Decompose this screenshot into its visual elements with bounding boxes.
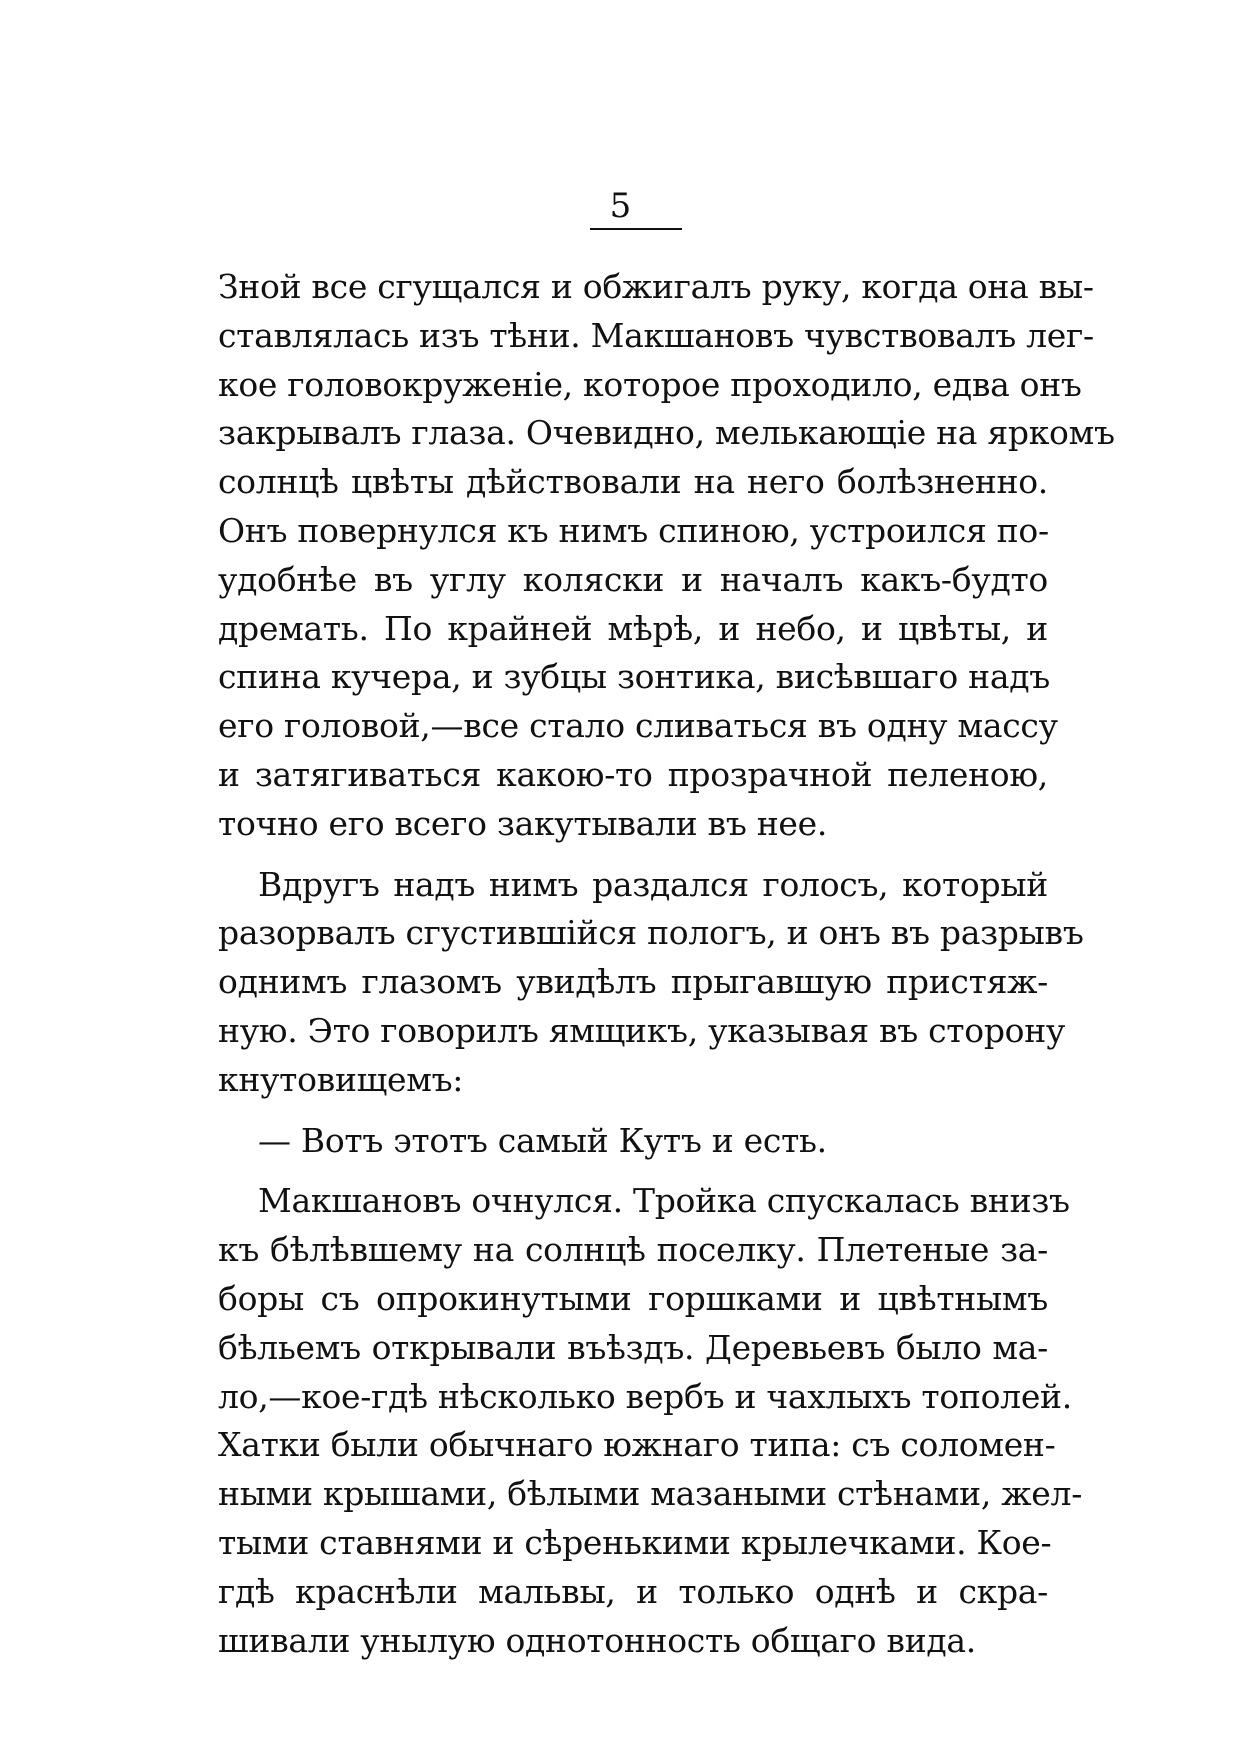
- page-number-rule: [590, 228, 682, 230]
- paragraph-gap: [218, 1165, 1048, 1177]
- text-line: Хатки были обычнаго южнаго типа: съ соломен-: [218, 1425, 1056, 1465]
- text-line: тыми ставнями и сѣренькими крылечками. Кое-: [218, 1522, 1052, 1562]
- text-line: разорвалъ сгустившійся пологъ, и онъ въ разрывъ: [218, 913, 1084, 953]
- text-line: солнцѣ цвѣты дѣйствовали на него болѣзненно.: [218, 462, 1048, 502]
- text-line: Зной все сгущался и обжигалъ руку, когда она вы-: [218, 267, 1094, 306]
- text-line: кое головокруженіе, которое проходило, едва онъ: [218, 364, 1082, 404]
- text-line: гдѣ краснѣли мальвы, и только однѣ и скра-: [218, 1571, 1048, 1611]
- text-line: ными крышами, бѣлыми мазаными стѣнами, жел-: [218, 1474, 1083, 1514]
- paragraph: [218, 861, 1084, 1105]
- text-line: его головой,—все стало сливаться въ одну массу: [218, 706, 1058, 746]
- text-line: ставлялась изъ тѣни. Макшановъ чувствовалъ лег-: [218, 315, 1094, 355]
- body-text: [218, 263, 1115, 1665]
- text-line: бѣльемъ открывали въѣздъ. Деревьевъ было ма-: [218, 1327, 1048, 1367]
- paragraph: [218, 1117, 1048, 1166]
- text-line: шивали унылую однотонность общаго вида.: [218, 1620, 976, 1660]
- text-line: кнутовищемъ:: [218, 1059, 464, 1099]
- text-line: дремать. По крайней мѣрѣ, и небо, и цвѣты, и: [218, 608, 1048, 648]
- text-line: ную. Это говорилъ ямщикъ, указывая въ сторону: [218, 1010, 1066, 1050]
- paragraph-gap: [218, 1105, 1048, 1117]
- text-line: однимъ глазомъ увидѣлъ прыгавшую пристяж-: [218, 962, 1048, 1002]
- text-line: спина кучера, и зубцы зонтика, висѣвшаго надъ: [218, 657, 1050, 697]
- text-line: точно его всего закутывали въ нее.: [218, 803, 828, 843]
- text-line: и затягиваться какою-то прозрачной пеленою,: [218, 754, 1048, 794]
- text-line: ло,—кое-гдѣ нѣсколько вербъ и чахлыхъ тополей.: [218, 1376, 1072, 1416]
- paragraph-gap: [218, 849, 1048, 861]
- page-number: 5: [609, 186, 632, 226]
- text-line: боры съ опрокинутыми горшками и цвѣтнымъ: [218, 1278, 1048, 1318]
- text-line: Онъ повернулся къ нимъ спиною, устроился по-: [218, 510, 1049, 550]
- paragraph: [218, 1177, 1083, 1665]
- text-line: Вдругъ надъ нимъ раздался голосъ, который: [258, 864, 1048, 904]
- text-line: закрывалъ глаза. Очевидно, мелькающіе на яркомъ: [218, 413, 1115, 453]
- text-line: Макшановъ очнулся. Тройка спускалась внизъ: [258, 1181, 1070, 1221]
- text-line: къ бѣлѣвшему на солнцѣ поселку. Плетеные за-: [218, 1230, 1048, 1270]
- text-line: — Вотъ этотъ самый Кутъ и есть.: [258, 1120, 827, 1160]
- text-line: удобнѣе въ углу коляски и началъ какъ-будто: [218, 559, 1048, 599]
- paragraph: [218, 263, 1115, 849]
